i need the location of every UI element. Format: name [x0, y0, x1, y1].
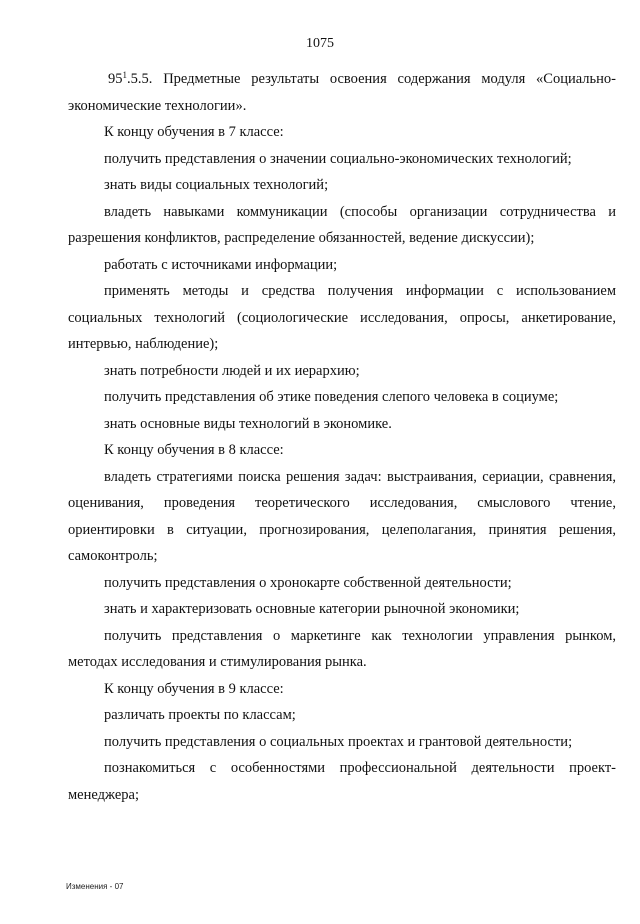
- section-number-suffix: .5.5.: [127, 71, 153, 87]
- paragraph: применять методы и средства получения информации с использованием социальных технологий (социологические исследования, опросы, анкетирование, интервью, наблюдение);: [68, 283, 616, 352]
- document-body: [68, 66, 616, 808]
- section-heading: [68, 66, 616, 119]
- paragraph: получить представления об этике поведения слепого человека в социуме;: [104, 389, 559, 405]
- paragraph-grade-9-header: К концу обучения в 9 классе:: [104, 680, 284, 697]
- paragraph: работать с источниками информации;: [104, 256, 338, 273]
- paragraph: знать основные виды технологий в экономике.: [104, 415, 392, 432]
- paragraph: различать проекты по классам;: [104, 707, 296, 723]
- paragraph: получить представления о социальных проектах и грантовой деятельности;: [104, 733, 573, 750]
- paragraph: получить представления о значении социально-экономических технологий;: [104, 150, 572, 167]
- paragraph: владеть стратегиями поиска решения задач: выстраивания, сериации, сравнения, оценивания, проведения теоретического исследования, смыслового чтение, ориентировки в ситуации, прогнозирования, целеполагания, принятия решения, самоконтроль;: [68, 468, 616, 564]
- paragraph: владеть навыками коммуникации (способы организации сотрудничества и разрешения конфликтов, распределение обязанностей, ведение дискуссии);: [68, 203, 616, 246]
- page-number: 1075: [306, 36, 334, 51]
- paragraph: знать виды социальных технологий;: [104, 177, 329, 193]
- section-heading-text: Предметные результаты освоения содержания модуля «Социально-экономические технологии».: [68, 71, 616, 114]
- paragraph-grade-8-header: К концу обучения в 8 классе:: [104, 442, 284, 458]
- paragraph-grade-7-header: К концу обучения в 7 классе:: [104, 124, 284, 140]
- section-number-prefix: 95: [108, 71, 123, 87]
- paragraph: знать потребности людей и их иерархию;: [104, 362, 360, 379]
- paragraph: познакомиться с особенностями профессиональной деятельности проект-менеджера;: [68, 760, 616, 803]
- section-number-superscript: 1: [122, 70, 127, 80]
- footer-revision-note: Изменения - 07: [66, 882, 124, 891]
- paragraph: получить представления о маркетинге как технологии управления рынком, методах исследования и стимулирования рынка.: [68, 627, 616, 670]
- paragraph: знать и характеризовать основные категории рыночной экономики;: [104, 601, 520, 617]
- paragraph: получить представления о хронокарте собственной деятельности;: [104, 574, 512, 591]
